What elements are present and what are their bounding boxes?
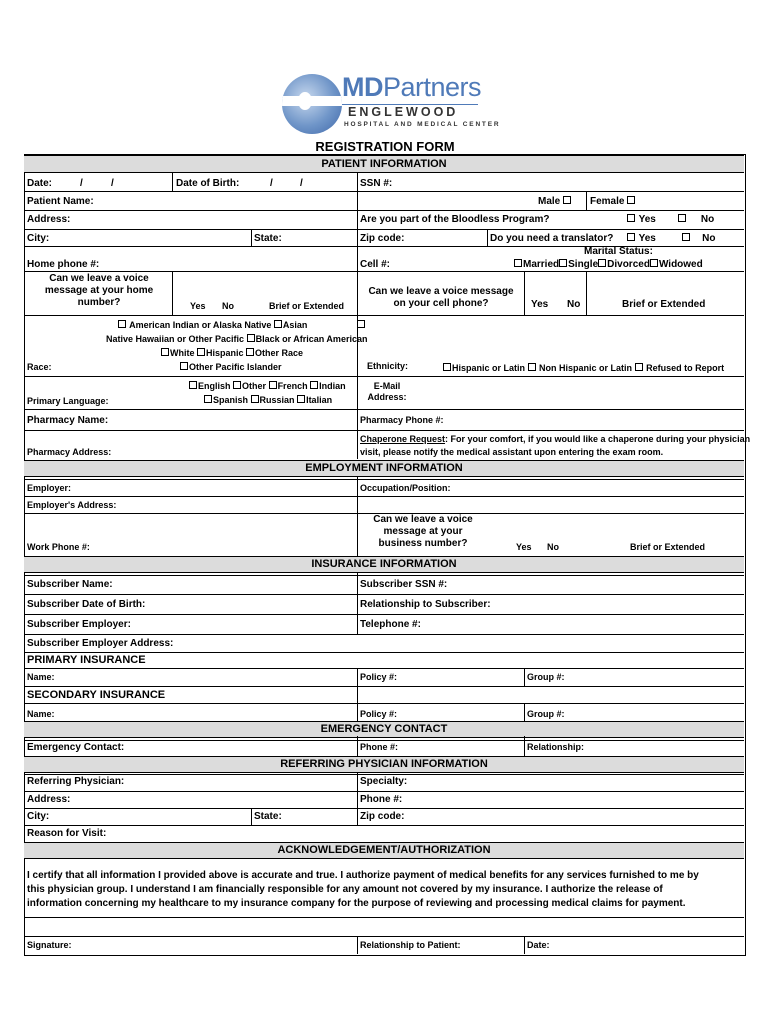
subscriber-employer-address-label: Subscriber Employer Address:: [27, 638, 174, 649]
eth-non-hispanic-label: Non Hispanic or Latin: [539, 363, 633, 373]
race-extra-checkbox[interactable]: [357, 320, 365, 328]
race-other-pacific-checkbox[interactable]: [180, 362, 188, 370]
ethnicity-label: Ethnicity:: [367, 361, 409, 371]
divorced-label: Divorced: [607, 259, 650, 270]
cell-label: Cell #:: [360, 259, 391, 270]
reason-for-visit-label: Reason for Visit:: [27, 828, 107, 839]
lang-french-checkbox[interactable]: [269, 381, 277, 389]
bloodless-no-checkbox[interactable]: [678, 214, 686, 222]
bloodless-yes[interactable]: [627, 214, 656, 226]
lang-spanish-checkbox[interactable]: [204, 395, 212, 403]
translator-no-checkbox[interactable]: [682, 233, 690, 241]
lang-other-checkbox[interactable]: [233, 381, 241, 389]
race-asian-label: Asian: [282, 320, 308, 330]
home-phone-label: Home phone #:: [27, 259, 100, 270]
chaperone-line-2: visit, please notify the medical assistant upon entering the exam room.: [360, 447, 664, 457]
secondary-name-label: Name:: [27, 709, 55, 719]
email-label-line-1: E-Mail: [373, 381, 401, 391]
race-white-checkbox[interactable]: [161, 348, 169, 356]
logo-location: ENGLEWOOD: [348, 105, 459, 119]
translator-question: Do you need a translator?: [490, 233, 614, 244]
race-white-label: White: [170, 348, 195, 358]
logo-subtitle: HOSPITAL AND MEDICAL CENTER: [344, 121, 501, 128]
bloodless-yes-label: Yes: [638, 214, 656, 225]
secondary-group-label: Group #:: [527, 709, 565, 719]
home-msg-brief[interactable]: Brief or Extended: [269, 301, 345, 311]
section-employment-info: EMPLOYMENT INFORMATION: [24, 460, 744, 477]
date-label: Date:: [27, 178, 53, 189]
race-american-indian-checkbox[interactable]: [118, 320, 126, 328]
race-pacific-label: Native Hawaiian or Other Pacific: [106, 334, 245, 344]
subscriber-dob-label: Subscriber Date of Birth:: [27, 599, 146, 610]
lang-italian-checkbox[interactable]: [297, 395, 305, 403]
subscriber-name-label: Subscriber Name:: [27, 579, 113, 590]
race-black-label: Black or African American: [255, 334, 368, 344]
business-msg-line-3: business number?: [378, 538, 468, 549]
form-title: REGISTRATION FORM: [315, 139, 455, 154]
primary-name-label: Name:: [27, 672, 55, 682]
lang-indian-checkbox[interactable]: [310, 381, 318, 389]
race-label: Race:: [27, 362, 52, 372]
language-line-2: [204, 395, 332, 406]
cell-message-question: [358, 286, 524, 310]
section-insurance-info: INSURANCE INFORMATION: [24, 556, 744, 573]
email-label-line-2: Address:: [367, 392, 407, 402]
chaperone-label: Chaperone Request: [360, 434, 446, 444]
city-label: City:: [27, 233, 50, 244]
ack-line-1: I certify that all information I provided above is accurate and true. I authorize payment of medical benefits for any services furnished to me by: [27, 870, 699, 881]
marital-options: [514, 259, 703, 271]
bloodless-no-label: No: [700, 214, 715, 225]
lang-russian-checkbox[interactable]: [251, 395, 259, 403]
eth-refused-checkbox[interactable]: [635, 363, 643, 371]
dob-label: Date of Birth:: [176, 178, 240, 189]
female-checkbox[interactable]: [627, 196, 635, 204]
logo-emblem-icon: [282, 74, 342, 134]
telephone-label: Telephone #:: [360, 619, 421, 630]
emergency-phone-label: Phone #:: [360, 742, 399, 752]
referring-zip-label: Zip code:: [360, 811, 405, 822]
signature-label: Signature:: [27, 940, 72, 950]
cell-msg-brief[interactable]: Brief or Extended: [622, 299, 706, 310]
section-patient-info: PATIENT INFORMATION: [24, 155, 744, 173]
date-slash-2: /: [111, 178, 114, 189]
primary-policy-label: Policy #:: [360, 672, 398, 682]
language-line-1: [189, 381, 346, 392]
email-label: [358, 381, 416, 403]
ssn-label: SSN #:: [360, 178, 393, 189]
logo-brand-bold: MD: [342, 72, 383, 102]
home-msg-no[interactable]: No: [222, 301, 234, 311]
home-message-question: [26, 273, 172, 309]
eth-non-hispanic-checkbox[interactable]: [528, 363, 536, 371]
lang-other-label: Other: [242, 381, 267, 391]
relationship-to-patient-label: Relationship to Patient:: [360, 940, 461, 950]
primary-insurance-heading: PRIMARY INSURANCE: [27, 654, 146, 666]
widowed-label: Widowed: [658, 259, 703, 270]
primary-language-label: Primary Language:: [27, 396, 109, 406]
relationship-subscriber-label: Relationship to Subscriber:: [360, 599, 491, 610]
patient-name-label: Patient Name:: [27, 196, 94, 207]
referring-city-label: City:: [27, 811, 50, 822]
work-phone-label: Work Phone #:: [27, 542, 90, 552]
race-other-checkbox[interactable]: [246, 348, 254, 356]
ack-line-2: this physician group. I understand I am financially responsible for any amount not covered by my insurance. I authorize the release of: [27, 884, 663, 895]
female-option[interactable]: [590, 196, 636, 208]
home-msg-line-3: number?: [77, 297, 121, 308]
translator-yes-checkbox[interactable]: [627, 233, 635, 241]
section-referring-physician: REFERRING PHYSICIAN INFORMATION: [24, 756, 744, 773]
single-label: Single: [568, 259, 599, 270]
subscriber-employer-label: Subscriber Employer:: [27, 619, 131, 630]
race-american-indian-label: American Indian or Alaska Native: [129, 320, 272, 330]
cell-msg-line-1: Can we leave a voice message: [368, 286, 514, 297]
single-checkbox[interactable]: [559, 259, 567, 267]
lang-english-label: English: [198, 381, 231, 391]
widowed-checkbox[interactable]: [650, 259, 658, 267]
male-label: Male: [538, 196, 561, 207]
acknowledgement-text: [27, 869, 742, 911]
section-acknowledgement: ACKNOWLEDGEMENT/AUTHORIZATION: [24, 842, 744, 859]
occupation-label: Occupation/Position:: [360, 483, 451, 493]
referring-phone-label: Phone #:: [360, 794, 403, 805]
lang-russian-label: Russian: [259, 395, 295, 405]
dob-slash-1: /: [270, 178, 273, 189]
business-message-question: [358, 514, 488, 550]
specialty-label: Specialty:: [360, 776, 408, 787]
chaperone-line-1: : For your comfort, if you would like a chaperone during your physician: [445, 434, 751, 444]
secondary-insurance-heading: SECONDARY INSURANCE: [27, 689, 166, 701]
zip-label: Zip code:: [360, 233, 405, 244]
translator-no[interactable]: [682, 233, 715, 245]
pharmacy-address-label: Pharmacy Address:: [27, 447, 112, 457]
home-msg-line-1: Can we leave a voice: [49, 273, 149, 284]
race-line-2: [106, 334, 367, 345]
cell-msg-no[interactable]: No: [567, 299, 581, 310]
employer-label: Employer:: [27, 483, 72, 493]
translator-yes-label: Yes: [638, 233, 656, 244]
divorced-checkbox[interactable]: [598, 259, 606, 267]
business-msg-no[interactable]: No: [547, 542, 559, 552]
bloodless-yes-checkbox[interactable]: [627, 214, 635, 222]
married-checkbox[interactable]: [514, 259, 522, 267]
ack-line-3: information concerning my healthcare to my insurance company for the purpose of reviewing and processing medical claims for payment.: [27, 898, 686, 909]
secondary-policy-label: Policy #:: [360, 709, 398, 719]
female-label: Female: [590, 196, 625, 207]
business-msg-line-1: Can we leave a voice: [373, 514, 473, 525]
dob-slash-2: /: [300, 178, 303, 189]
business-msg-yes[interactable]: Yes: [516, 542, 532, 552]
pharmacy-phone-label: Pharmacy Phone #:: [360, 415, 444, 425]
logo-brand: [342, 72, 481, 103]
lang-indian-label: Indian: [319, 381, 346, 391]
state-label: State:: [254, 233, 282, 244]
business-msg-line-2: message at your: [383, 526, 463, 537]
referring-state-label: State:: [254, 811, 282, 822]
race-line-4: [180, 362, 282, 373]
lang-spanish-label: Spanish: [213, 395, 249, 405]
address-label: Address:: [27, 214, 71, 225]
cell-msg-yes[interactable]: Yes: [531, 299, 549, 310]
male-checkbox[interactable]: [563, 196, 571, 204]
married-label: Married: [523, 259, 560, 270]
ethnicity-options: [443, 363, 724, 374]
bloodless-question: Are you part of the Bloodless Program?: [360, 214, 550, 225]
eth-refused-label: Refused to Report: [646, 363, 725, 373]
eth-hispanic-label: Hispanic or Latin: [452, 363, 526, 373]
emergency-relationship-label: Relationship:: [527, 742, 585, 752]
male-option[interactable]: [538, 196, 572, 208]
race-line-1: [118, 320, 366, 331]
translator-yes[interactable]: [627, 233, 656, 245]
race-other-label: Other Race: [255, 348, 304, 358]
emergency-contact-label: Emergency Contact:: [27, 742, 125, 753]
business-msg-brief[interactable]: Brief or Extended: [630, 542, 706, 552]
eth-hispanic-checkbox[interactable]: [443, 363, 451, 371]
subscriber-ssn-label: Subscriber SSN #:: [360, 579, 448, 590]
home-msg-line-2: message at your home: [44, 285, 154, 296]
chaperone-note: [360, 434, 750, 445]
home-msg-yes[interactable]: Yes: [190, 301, 206, 311]
pharmacy-name-label: Pharmacy Name:: [27, 415, 109, 426]
employer-address-label: Employer's Address:: [27, 500, 117, 510]
lang-italian-label: Italian: [306, 395, 333, 405]
race-black-checkbox[interactable]: [247, 334, 255, 342]
ack-date-label: Date:: [527, 940, 550, 950]
race-other-pacific-label: Other Pacific Islander: [189, 362, 282, 372]
referring-physician-label: Referring Physician:: [27, 776, 125, 787]
race-hispanic-label: Hispanic: [206, 348, 244, 358]
race-line-3: [161, 348, 303, 359]
bloodless-no[interactable]: [678, 214, 714, 226]
race-asian-checkbox[interactable]: [274, 320, 282, 328]
translator-no-label: No: [702, 233, 716, 244]
lang-french-label: French: [277, 381, 308, 391]
date-slash-1: /: [80, 178, 83, 189]
section-emergency-contact: EMERGENCY CONTACT: [24, 721, 744, 738]
referring-address-label: Address:: [27, 794, 71, 805]
primary-group-label: Group #:: [527, 672, 565, 682]
logo: [280, 72, 501, 132]
logo-brand-light: Partners: [383, 72, 482, 102]
marital-status-label: Marital Status:: [584, 246, 653, 257]
race-hispanic-checkbox[interactable]: [197, 348, 205, 356]
cell-msg-line-2: on your cell phone?: [393, 298, 489, 309]
lang-english-checkbox[interactable]: [189, 381, 197, 389]
